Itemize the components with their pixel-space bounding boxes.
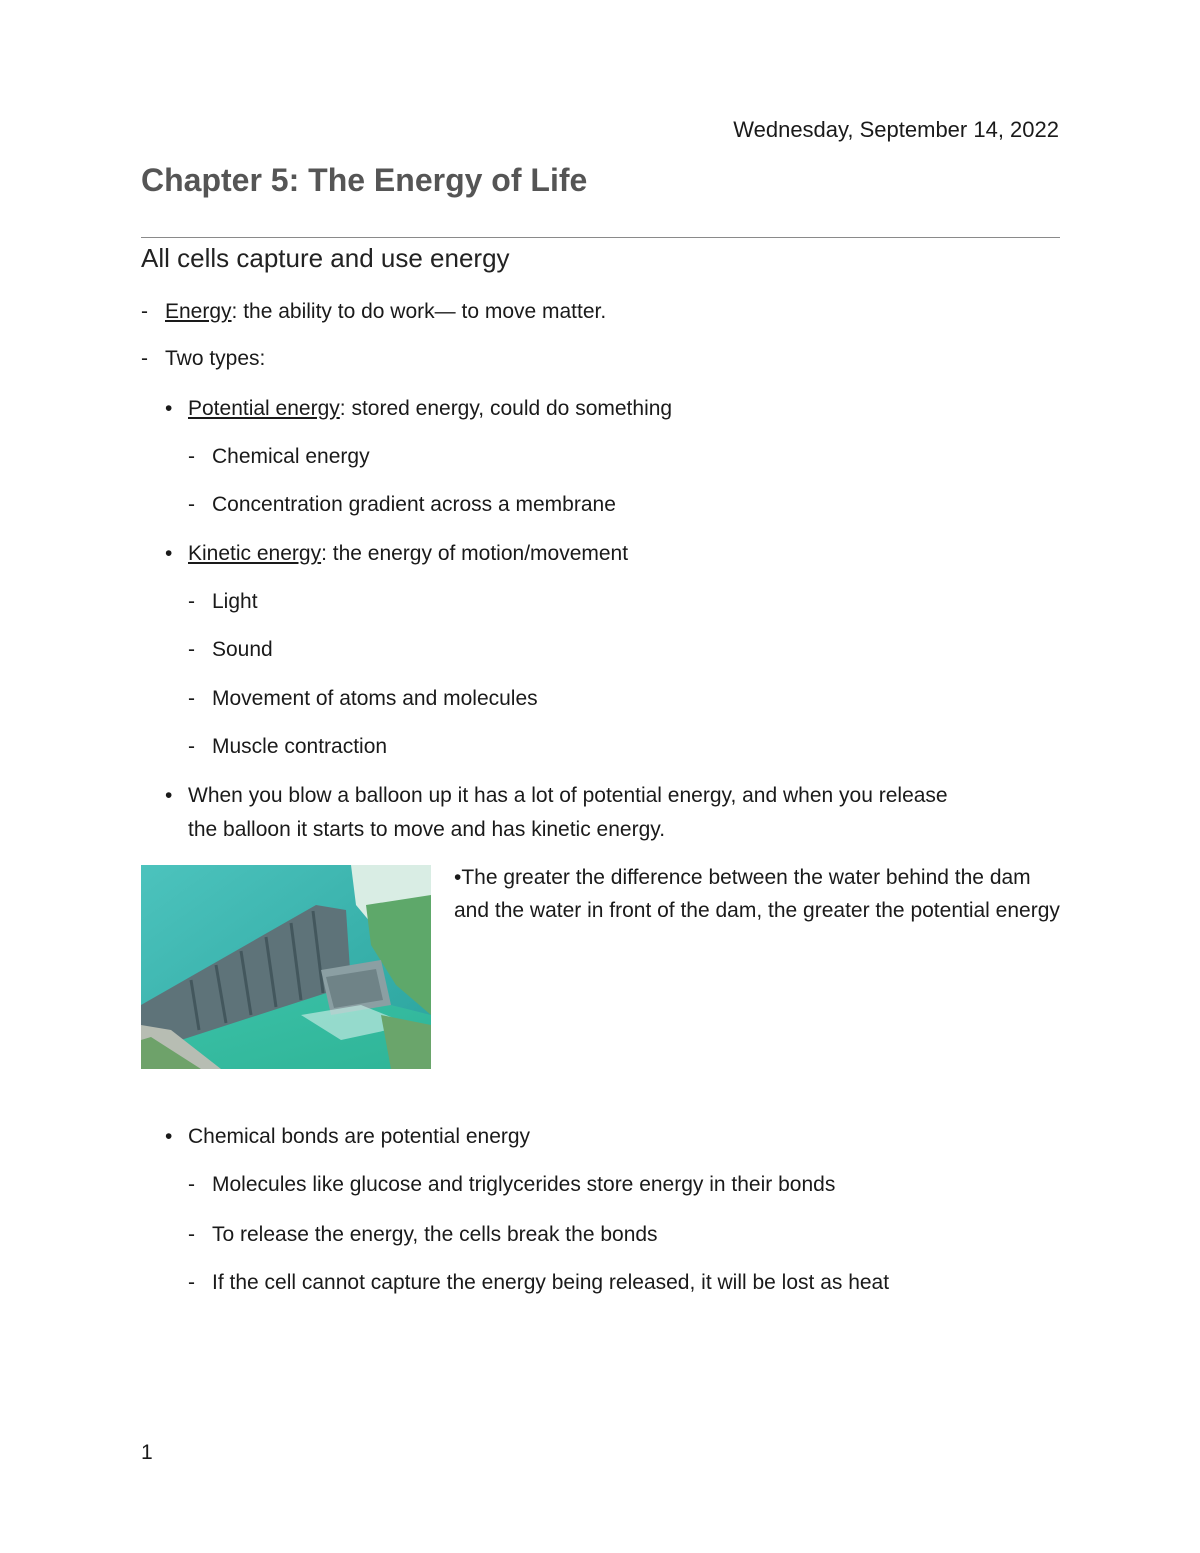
list-item-kinetic-energy	[165, 539, 628, 569]
chemical-energy-text: Chemical energy	[212, 445, 370, 468]
sound-text: Sound	[212, 638, 273, 661]
dash-marker: -	[188, 1271, 195, 1294]
dash-marker: -	[188, 1173, 195, 1196]
title-divider	[141, 237, 1060, 238]
potential-term: Potential energy	[188, 397, 340, 420]
dash-marker: -	[188, 735, 195, 758]
dash-marker: -	[188, 1223, 195, 1246]
list-item-potential-energy	[165, 394, 672, 424]
dash-marker: -	[141, 347, 148, 370]
list-item-molecules-store	[188, 1170, 835, 1200]
dash-marker: -	[188, 687, 195, 710]
list-item-lost-heat	[188, 1268, 889, 1298]
dash-marker: -	[188, 493, 195, 516]
dash-marker: -	[188, 445, 195, 468]
list-item-concentration-gradient	[188, 490, 616, 520]
kinetic-definition: : the energy of motion/movement	[321, 542, 629, 565]
potential-definition: : stored energy, could do something	[339, 397, 673, 420]
list-item-sound	[188, 635, 273, 665]
bullet-marker: •	[165, 542, 173, 565]
list-item-chemical-bonds	[165, 1122, 530, 1152]
muscle-contraction-text: Muscle contraction	[212, 735, 388, 758]
movement-atoms-text: Movement of atoms and molecules	[212, 687, 538, 710]
list-item-balloon	[165, 781, 948, 811]
chemical-bonds-text: Chemical bonds are potential energy	[188, 1125, 531, 1148]
two-types-text: Two types:	[165, 347, 266, 370]
balloon-text-line1: When you blow a balloon up it has a lot of potential energy, and when you release	[188, 784, 948, 807]
page-number: 1	[141, 1441, 153, 1464]
dam-note: •The greater the difference between the water behind the dam and the water in front of the dam, the greater the potential energy	[454, 866, 1060, 922]
lost-heat-text: If the cell cannot capture the energy being released, it will be lost as heat	[212, 1271, 890, 1294]
list-item-movement-atoms	[188, 684, 538, 714]
balloon-text-line2: the balloon it starts to move and has kinetic energy.	[188, 818, 666, 841]
light-text: Light	[212, 590, 258, 613]
dash-marker: -	[188, 638, 195, 661]
bullet-marker: •	[165, 1125, 173, 1148]
energy-term: Energy	[165, 300, 232, 323]
page-title: Chapter 5: The Energy of Life	[141, 162, 588, 198]
list-item-two-types	[141, 344, 265, 374]
kinetic-term: Kinetic energy	[188, 542, 322, 565]
date: Wednesday, September 14, 2022	[733, 117, 1059, 142]
list-item-chemical-energy	[188, 442, 370, 472]
release-energy-text: To release the energy, the cells break the bonds	[212, 1223, 658, 1246]
molecules-store-text: Molecules like glucose and triglycerides store energy in their bonds	[212, 1173, 836, 1196]
list-item-light	[188, 587, 258, 617]
list-item-energy	[141, 297, 606, 327]
dash-marker: -	[188, 590, 195, 613]
dam-photo	[141, 865, 431, 1069]
bullet-marker: •	[165, 397, 173, 420]
section-heading: All cells capture and use energy	[141, 243, 510, 273]
list-item-muscle-contraction	[188, 732, 387, 762]
dash-marker: -	[141, 300, 148, 323]
concentration-gradient-text: Concentration gradient across a membrane	[212, 493, 616, 516]
bullet-marker: •	[165, 784, 173, 807]
list-item-release-energy	[188, 1220, 658, 1250]
energy-definition: : the ability to do work— to move matter.	[231, 300, 607, 323]
